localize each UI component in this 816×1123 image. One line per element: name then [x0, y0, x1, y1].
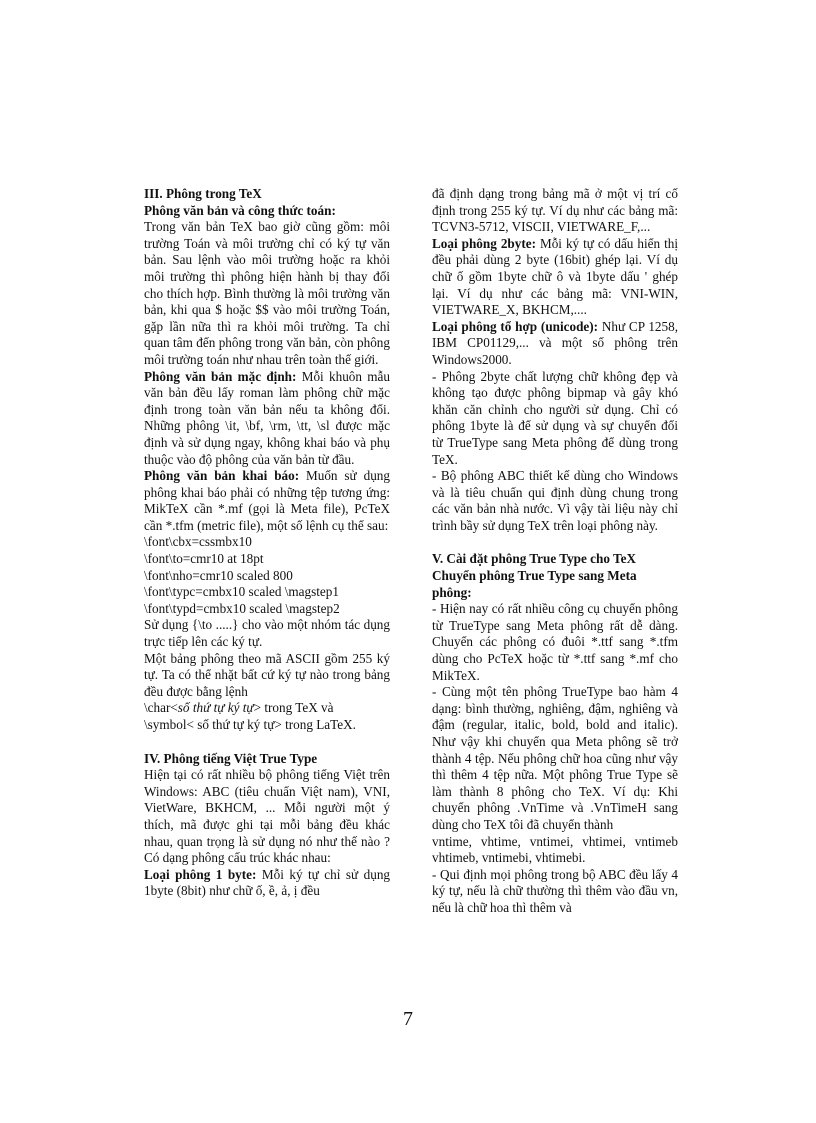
section-5-subtitle: Chuyển phông True Type sang Meta phông: — [432, 568, 637, 600]
paragraph: - Phông 2byte chất lượng chữ không đẹp và không tạo được phông bipmap và gây khó khăn căn chỉnh cho người sử dụng. Chỉ có phông 1byte là để sử dụng và sự chuyển đổi từ TrueType sang Meta phông để dùng trong TeX. — [432, 368, 678, 467]
paragraph: Một bảng phông theo mã ASCII gồm 255 ký tự. Ta có thể nhặt bất cứ ký tự nào trong bảng đều được bằng lệnh — [144, 650, 390, 699]
paragraph: đã định dạng trong bảng mã ở một vị trí cố định trong 255 ký tự. Ví dụ như các bảng mã: TCVN3-5712, VISCII, VIETWARE_F,... — [432, 186, 678, 235]
symbol-command-line: \symbol< số thứ tự ký tự> trong LaTeX. — [144, 717, 356, 732]
paragraph-label: Loại phông tổ hợp (unicode): — [432, 318, 599, 334]
code-line: \font\cbx=cssmbx10 — [144, 534, 252, 550]
section-3-subtitle: Phông văn bản và công thức toán: — [144, 202, 336, 218]
paragraph-label: Loại phông 2byte: — [432, 235, 536, 251]
paragraph: - Qui định mọi phông trong bộ ABC đều lấy 4 ký tự, nếu là chữ thường thì thêm vào đầu vn, nếu là chữ hoa thì thêm và — [432, 866, 678, 915]
paragraph-label: Phông văn bản khai báo: — [144, 468, 300, 484]
paragraph: Phông văn bản mặc định: Mỗi khuôn mẫu văn bản đều lấy roman làm phông chữ mặc định trong toàn văn bản nếu ta không đổi. Những phông \it, \bf, \rm, \tt, \sl được mặc định và sử dụng ngay, không khai báo và phụ thuộc vào độ phông của văn bản từ đầu. — [144, 368, 390, 467]
code-line: \font\typc=cmbx10 scaled \magstep1 — [144, 584, 339, 600]
paragraph: Trong văn bản TeX bao giờ cũng gồm: môi trường Toán và môi trường chỉ có ký tự văn bản. Sau lệnh vào môi trường hoặc ra khỏi môi trường thì phông hiện hành bị thay đổi cho thích hợp. Bình thường là môi trường văn bản, khi qua $ hoặc $$ vào môi trường Toán, gặp lần nữa thì ra khỏi môi trường. Ta chỉ quan tâm đến phông trong văn bản, còn phông môi trường toán như nhau trên toàn thế giới. — [144, 219, 390, 367]
paragraph: Sử dụng {\to .....} cho vào một nhóm tác dụng trực tiếp lên các ký tự. — [144, 617, 390, 650]
section-3-title: III. Phông trong TeX — [144, 186, 262, 201]
paragraph: - Bộ phông ABC thiết kế dùng cho Windows và là tiêu chuẩn qui định dùng chung trong các văn bản nhà nước. Vì vậy tài liệu này chỉ trình bầy sử dụng TeX trên loại phông này. — [432, 468, 678, 533]
right-column — [432, 186, 678, 917]
paragraph: vntime, vhtime, vntimei, vhtimei, vntimeb vhtimeb, vntimebi, vhtimebi. — [432, 833, 678, 866]
paragraph: Hiện tại có rất nhiều bộ phông tiếng Việt trên Windows: ABC (tiêu chuẩn Việt nam), VNI, VietWare, BKHCM, ... Mỗi người một ý thích, mã được ghi tại mỗi bảng đều khác nhau, quan trọng là sử dụng nó như thế nào ? Có dạng phông cấu trúc khác nhau: — [144, 767, 390, 866]
code-line: \font\to=cmr10 at 18pt — [144, 551, 264, 567]
code-line: \font\typd=cmbx10 scaled \magstep2 — [144, 600, 340, 616]
paragraph: Loại phông 2byte: Mỗi ký tự có dấu hiển thị đều phải dùng 2 byte (16bit) ghép lại. Ví dụ chữ ố gồm 1byte chữ ô và 1byte dấu ' ghép lại. Ví dụ như các bảng mã: VNI-WIN, VIETWARE_X, BKHCM,.... — [432, 235, 678, 318]
section-5-title: V. Cài đặt phông True Type cho TeX — [432, 551, 636, 567]
paragraph: Phông văn bản khai báo: Muốn sử dụng phông khai báo phải có những tệp tương ứng: MikTeX cần *.mf (gọi là Meta file), PcTeX cần *.tfm (metric file), một số lệnh cụ thể sau: — [144, 468, 390, 533]
paragraph: - Hiện nay có rất nhiều công cụ chuyển phông từ TrueType sang Meta phông rất dễ dàng. Chuyển các phông có đuôi *.ttf sang *.tfm dùng cho PcTeX hoặc từ *.ttf sang *.mf cho MikTeX. — [432, 601, 678, 683]
char-command-line: \char<số thứ tự ký tự> trong TeX và — [144, 700, 334, 716]
paragraph-label: Loại phông 1 byte: — [144, 866, 257, 882]
paragraph: Loại phông 1 byte: Mỗi ký tự chỉ sử dụng 1byte (8bit) như chữ ố, ề, ả, ị đều — [144, 866, 391, 899]
paragraph-label: Phông văn bản mặc định: — [144, 368, 297, 384]
page-number: 7 — [403, 1008, 413, 1030]
section-4-title: IV. Phông tiếng Việt True Type — [144, 750, 318, 766]
left-column — [144, 186, 390, 900]
paragraph: - Cùng một tên phông TrueType bao hàm 4 dạng: bình thường, nghiêng, đậm, nghiêng và đậm (regular, italic, bold, bold and italic). Như vậy khi chuyển qua Meta phông sẽ trở thành 4 tệp. Nếu phông chữ hoa cũng như vậy thì thêm 4 tệp nữa. Một phông True Type sẽ làm thành 8 phông cho TeX. Ví dụ: Khi chuyển phông .VnTime và .VnTimeH sang dùng cho TeX tôi đã chuyển thành — [432, 684, 678, 832]
code-line: \font\nho=cmr10 scaled 800 — [144, 567, 293, 583]
paragraph: Loại phông tổ hợp (unicode): Như CP 1258, IBM CP01129,... và một số phông trên Windows2000. — [432, 318, 679, 367]
